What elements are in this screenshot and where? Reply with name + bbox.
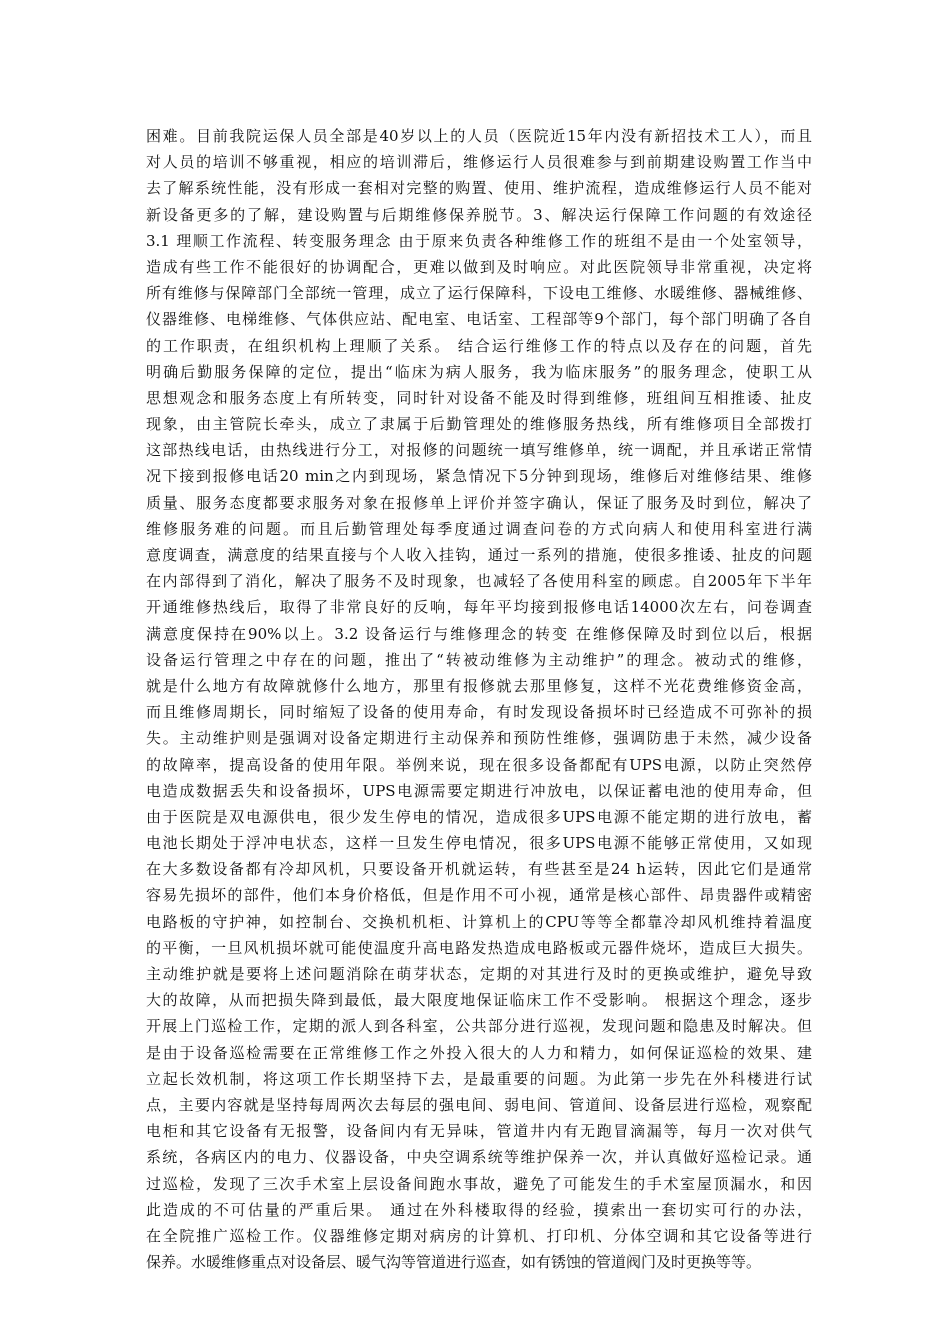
text-line: 新设备更多的了解，建设购置与后期维修保养脱节。3、解决运行保障工作问题的有效途径	[146, 205, 812, 224]
text-line: 去了解系统性能，没有形成一套相对完整的购置、使用、维护流程，造成维修运行人员不能对	[146, 179, 812, 198]
text-line: 造成有些工作不能很好的协调配合，更难以做到及时响应。对此医院领导非常重视，决定将	[146, 257, 812, 276]
text-line: 在内部得到了消化，解决了服务不及时现象，也减轻了各使用科室的顾虑。自2005年下半年	[146, 572, 812, 591]
text-line: 所有维修与保障部门全部统一管理，成立了运行保障科，下设电工维修、水暖维修、器械维修、	[146, 284, 812, 303]
text-line: 大的故障，从而把损失降到最低，最大限度地保证临床工作不受影响。 根据这个理念，逐步	[146, 991, 812, 1010]
text-line: 仪器维修、电梯维修、气体供应站、配电室、电话室、工程部等9个部门，每个部门明确了各自	[146, 310, 812, 329]
text-line: 维修服务难的问题。而且后勤管理处每季度通过调查问卷的方式向病人和使用科室进行满	[146, 519, 812, 538]
text-line: 困难。目前我院运保人员全部是40岁以上的人员（医院近15年内没有新招技术工人），而且	[146, 127, 812, 145]
text-line: 失。主动维护则是强调对设备定期进行主动保养和预防性维修，强调防患于未然，减少设备	[146, 729, 812, 748]
text-line: 电池长期处于浮冲电状态，这样一旦发生停电情况，很多UPS电源不能够正常使用，又如现	[146, 834, 812, 853]
text-line: 满意度保持在90%以上。3.2 设备运行与维修理念的转变 在维修保障及时到位以后，根据	[146, 624, 812, 643]
text-line: 保养。水暖维修重点对设备层、暖气沟等管道进行巡查，如有锈蚀的管道阀门及时更换等等。	[146, 1253, 762, 1272]
text-line: 容易先损坏的部件，他们本身价格低，但是作用不可小视，通常是核心部件、昂贵器件或精密	[146, 886, 812, 905]
text-line: 设备运行管理之中存在的问题，推出了“转被动维修为主动维护”的理念。被动式的维修，	[146, 650, 812, 669]
text-line: 点，主要内容就是坚持每周两次去每层的强电间、弱电间、管道间、设备层进行巡检，观察配	[146, 1095, 812, 1114]
text-line: 质量、服务态度都要求服务对象在报修单上评价并签字确认，保证了服务及时到位，解决了	[146, 493, 812, 512]
text-line: 意度调查，满意度的结果直接与个人收入挂钩，通过一系列的措施，使很多推诿、扯皮的问题	[146, 546, 812, 564]
text-line: 而且维修周期长，同时缩短了设备的使用寿命，有时发现设备损坏时已经造成不可弥补的损	[146, 703, 812, 722]
text-line: 系统，各病区内的电力、仪器设备，中央空调系统等维护保养一次，并认真做好巡检记录。通	[146, 1148, 812, 1167]
text-line: 的工作职责，在组织机构上理顺了关系。 结合运行维修工作的特点以及存在的问题，首先	[146, 336, 812, 355]
text-line: 这部热线电话，由热线进行分工，对报修的问题统一填写维修单，统一调配，并且承诺正常情	[146, 441, 812, 460]
text-line: 在大多数设备都有冷却风机，只要设备开机就运转，有些甚至是24 h运转，因此它们是通常	[146, 860, 812, 879]
text-line: 在全院推广巡检工作。仪器维修定期对病房的计算机、打印机、分体空调和其它设备等进行	[146, 1226, 812, 1245]
text-line: 的平衡，一旦风机损坏就可能使温度升高电路发热造成电路板或元器件烧坏，造成巨大损失。	[146, 938, 812, 957]
text-line: 此造成的不可估量的严重后果。 通过在外科楼取得的经验，摸索出一套切实可行的办法，	[146, 1200, 812, 1219]
text-line: 开展上门巡检工作，定期的派人到各科室，公共部分进行巡视，发现问题和隐患及时解决。但	[146, 1017, 812, 1036]
text-line: 对人员的培训不够重视，相应的培训滞后，维修运行人员很难参与到前期建设购置工作当中	[146, 153, 812, 172]
text-line: 的故障率，提高设备的使用年限。举例来说，现在很多设备都配有UPS电源，以防止突然停	[146, 755, 812, 774]
text-line: 明确后勤服务保障的定位，提出“临床为病人服务，我为临床服务”的服务理念，使职工从	[146, 362, 812, 381]
text-line: 由于医院是双电源供电，很少发生停电的情况，造成很多UPS电源不能定期的进行放电，蓄	[146, 807, 812, 826]
text-line: 现象，由主管院长牵头，成立了隶属于后勤管理处的维修服务热线，所有维修项目全部拨打	[146, 415, 812, 434]
text-line: 就是什么地方有故障就修什么地方，那里有报修就去那里修复，这样不光花费维修资金高，	[146, 676, 812, 695]
text-line: 电路板的守护神，如控制台、交换机机柜、计算机上的CPU等等全都靠冷却风机维持着温度	[146, 912, 812, 931]
text-line: 立起长效机制，将这项工作长期坚持下去，是最重要的问题。为此第一步先在外科楼进行试	[146, 1069, 812, 1088]
text-line: 过巡检，发现了三次手术室上层设备间跑水事故，避免了可能发生的手术室屋顶漏水，和因	[146, 1174, 812, 1193]
text-line: 开通维修热线后，取得了非常良好的反响，每年平均接到报修电话14000次左右，问卷调查	[146, 598, 812, 617]
text-line: 思想观念和服务态度上有所转变，同时针对设备不能及时得到维修，班组间互相推诿、扯皮	[146, 388, 812, 407]
text-line: 况下接到报修电话20 min之内到现场，紧急情况下5分钟到现场，维修后对维修结果、维修	[146, 467, 812, 486]
text-line: 3.1 理顺工作流程、转变服务理念 由于原来负责各种维修工作的班组不是由一个处室领导，	[146, 231, 812, 250]
text-line: 电造成数据丢失和设备损坏，UPS电源需要定期进行冲放电，以保证蓄电池的使用寿命，但	[146, 781, 812, 800]
text-line: 主动维护就是要将上述问题消除在萌芽状态，定期的对其进行及时的更换或维护，避免导致	[146, 965, 812, 983]
document-page	[146, 123, 812, 1275]
text-line: 是由于设备巡检需要在正常维修工作之外投入很大的人力和精力，如何保证巡检的效果、建	[146, 1043, 812, 1062]
text-line: 电柜和其它设备有无报警，设备间内有无异味，管道井内有无跑冒滴漏等，每月一次对供气	[146, 1122, 812, 1141]
